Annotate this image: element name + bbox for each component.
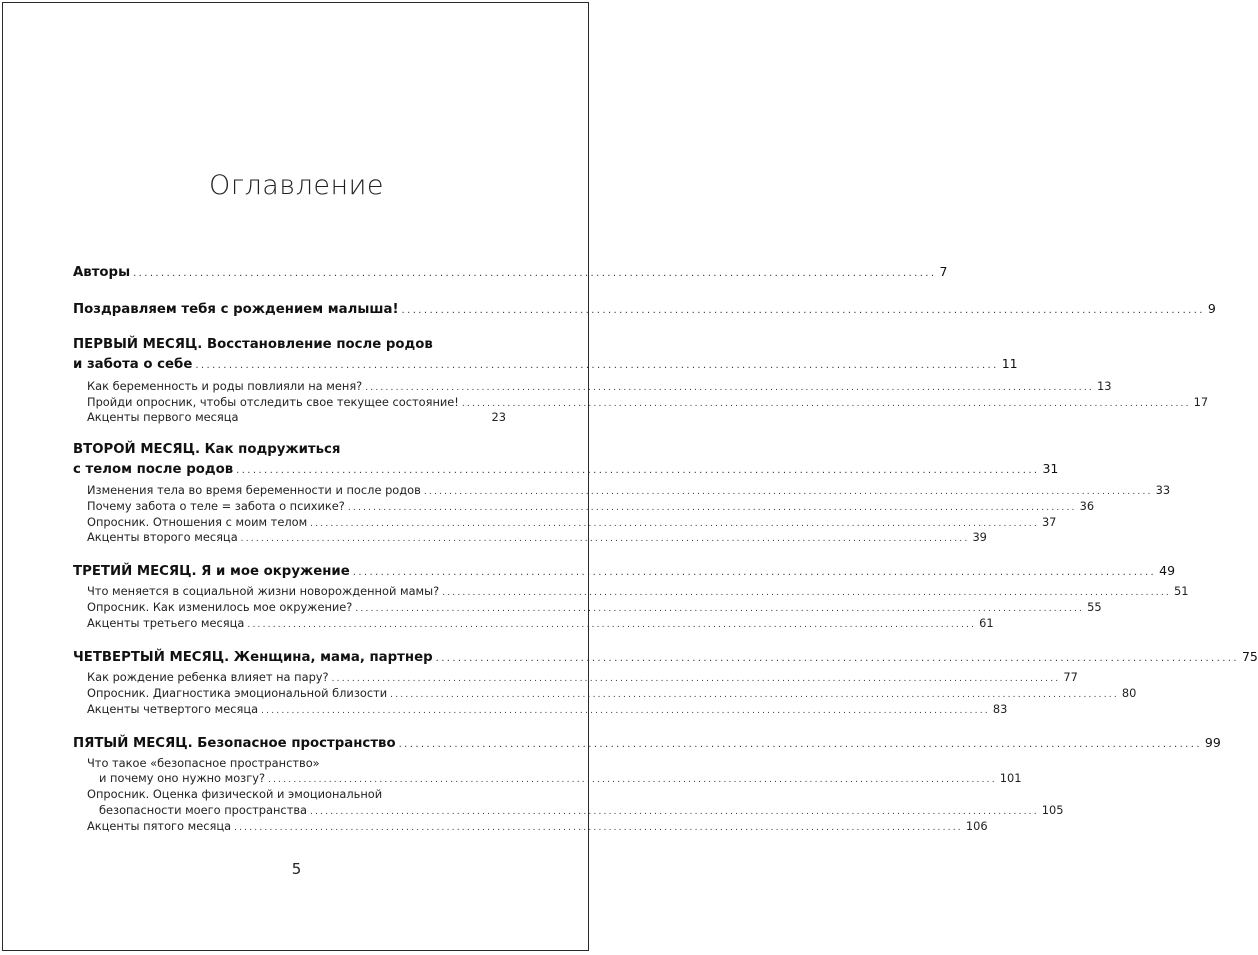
toc-chapter-1[interactable] — [73, 356, 1018, 372]
toc-chapter-3[interactable] — [73, 563, 1176, 579]
toc-page-number: 106 — [965, 819, 988, 833]
dot-leader: ................................................................................................................................................ — [355, 604, 1085, 614]
toc-page-number: 39 — [972, 530, 987, 544]
toc-entry-label: Опросник. Диагностика эмоциональной близости — [87, 686, 388, 700]
dot-leader: ................................................................................................................................................ — [310, 519, 1039, 529]
toc-entry-label: Авторы — [73, 265, 131, 280]
toc-subentry[interactable] — [87, 410, 506, 424]
toc-page-number: 7 — [939, 264, 948, 279]
toc-page-number: 80 — [1121, 686, 1137, 700]
toc-subentry[interactable] — [87, 395, 1209, 409]
dot-leader: ................................................................................................................................................ — [133, 268, 937, 279]
toc-entry-label: Как беременность и роды повлияли на меня? — [87, 379, 363, 393]
dot-leader: ................................................................................................................................................ — [240, 534, 970, 544]
dot-leader: ................................................................................................................................................ — [461, 399, 1191, 409]
toc-chapter-5[interactable] — [73, 735, 1221, 751]
dot-leader: ................................................................................................................................................ — [423, 487, 1153, 497]
toc-page-number: 99 — [1204, 735, 1221, 750]
toc-chapter-4[interactable] — [73, 649, 1258, 665]
toc-entry-label: Что меняется в социальной жизни новорожденной мамы? — [87, 584, 440, 598]
toc-subentry[interactable] — [87, 515, 1057, 529]
toc-page-number: 105 — [1041, 803, 1064, 817]
toc-page-number: 51 — [1173, 584, 1189, 598]
toc-entry-label: Как рождение ребенка влияет на пару? — [87, 670, 329, 684]
toc-entry-label: ПЯТЫЙ МЕСЯЦ. Безопасное пространство — [73, 736, 396, 751]
toc-page-number: 17 — [1193, 395, 1209, 409]
dot-leader: ................................................................................................................................................ — [234, 823, 963, 833]
dot-leader: ................................................................................................................................................ — [390, 690, 1119, 700]
toc-page-number: 101 — [999, 771, 1022, 785]
toc-entry-label: и забота о себе — [73, 357, 193, 372]
toc-entry-label: Акценты первого месяца — [87, 410, 239, 424]
toc-entry-label: Изменения тела во время беременности и после родов — [87, 483, 421, 497]
toc-page-number: 11 — [1001, 356, 1018, 371]
page-title: Оглавление — [208, 170, 385, 201]
dot-leader: ................................................................................................................................................ — [347, 503, 1077, 513]
toc-entry-label: Акценты второго месяца — [87, 530, 238, 544]
dot-leader: ................................................................................................................................................ — [352, 567, 1157, 578]
toc-entry-label: Поздравляем тебя с рождением малыша! — [73, 302, 399, 317]
toc-entry-congrats[interactable] — [73, 301, 1216, 317]
toc-subentry[interactable] — [87, 670, 1078, 684]
toc-subentry[interactable] — [87, 584, 1189, 598]
toc-entry-label: с телом после родов — [73, 462, 234, 477]
dot-leader: ................................................................................................................................................ — [195, 360, 999, 371]
toc-entry-authors[interactable] — [73, 264, 948, 280]
toc-subentry[interactable] — [87, 819, 988, 833]
toc-page-number: 13 — [1096, 379, 1112, 393]
toc-chapter-1-title[interactable]: ПЕРВЫЙ МЕСЯЦ. Восстановление после родов — [73, 337, 433, 352]
toc-page-number: 37 — [1041, 515, 1057, 529]
dot-leader: ................................................................................................................................................ — [268, 775, 997, 785]
toc-entry-label: Акценты пятого месяца — [87, 819, 232, 833]
toc-page-number: 55 — [1087, 600, 1102, 614]
toc-entry-label: Опросник. Отношения с моим телом — [87, 515, 308, 529]
toc-entry-label: безопасности моего пространства — [99, 803, 308, 817]
toc-subentry[interactable] — [87, 530, 987, 544]
toc-subentry[interactable] — [87, 616, 994, 630]
toc-subentry-line[interactable]: Что такое «безопасное пространство» — [87, 756, 320, 770]
toc-page-number: 49 — [1159, 563, 1176, 578]
toc-entry-label: Почему забота о теле = забота о психике? — [87, 499, 345, 513]
dot-leader: ................................................................................................................................................ — [442, 588, 1171, 598]
toc-page-number: 33 — [1155, 483, 1171, 497]
toc-entry-label: Пройди опросник, чтобы отследить свое текущее состояние! — [87, 395, 459, 409]
dot-leader: ................................................................................................................................................ — [331, 674, 1061, 684]
dot-leader: ................................................................................................................................................ — [236, 465, 1040, 476]
toc-page-number: 9 — [1207, 301, 1216, 316]
toc-entry-label: Опросник. Как изменилось мое окружение? — [87, 600, 353, 614]
toc-page-number: 61 — [979, 616, 994, 630]
dot-leader: ................................................................................................................................................ — [261, 706, 990, 716]
toc-page-number: 77 — [1063, 670, 1078, 684]
toc-entry-label: Акценты третьего месяца — [87, 616, 245, 630]
toc-page-number: 23 — [491, 410, 506, 424]
page-number: 5 — [291, 860, 302, 878]
toc-subentry[interactable] — [87, 483, 1171, 497]
toc-subentry-line[interactable]: Опросник. Оценка физической и эмоциональной — [87, 787, 383, 801]
toc-subentry[interactable] — [87, 499, 1095, 513]
toc-subentry[interactable] — [87, 702, 1008, 716]
toc-subentry[interactable] — [87, 379, 1112, 393]
toc-subentry[interactable] — [87, 600, 1102, 614]
dot-leader: ................................................................................................................................................ — [435, 653, 1239, 664]
dot-leader: ................................................................................................................................................ — [247, 620, 977, 630]
toc-chapter-2[interactable] — [73, 461, 1059, 477]
dot-leader: ................................................................................................................................................ — [365, 383, 1094, 393]
dot-leader: ................................................................................................................................................ — [398, 739, 1202, 750]
toc-page-number: 31 — [1042, 461, 1059, 476]
toc-entry-label: Акценты четвертого месяца — [87, 702, 259, 716]
toc-page-number: 75 — [1241, 649, 1258, 664]
dot-leader: ................................................................................................................................................ — [310, 807, 1039, 817]
toc-subentry[interactable] — [99, 771, 1022, 785]
toc-subentry[interactable] — [87, 686, 1137, 700]
toc-chapter-2-title[interactable]: ВТОРОЙ МЕСЯЦ. Как подружиться — [73, 442, 341, 457]
toc-page-number: 83 — [992, 702, 1008, 716]
toc-entry-label: ЧЕТВЕРТЫЙ МЕСЯЦ. Женщина, мама, партнер — [73, 650, 433, 665]
dot-leader: ................................................................................................................................................ — [401, 305, 1205, 316]
toc-entry-label: ТРЕТИЙ МЕСЯЦ. Я и мое окружение — [73, 564, 350, 579]
toc-entry-label: и почему оно нужно мозгу? — [99, 771, 266, 785]
toc-subentry[interactable] — [99, 803, 1064, 817]
toc-page-number: 36 — [1079, 499, 1095, 513]
